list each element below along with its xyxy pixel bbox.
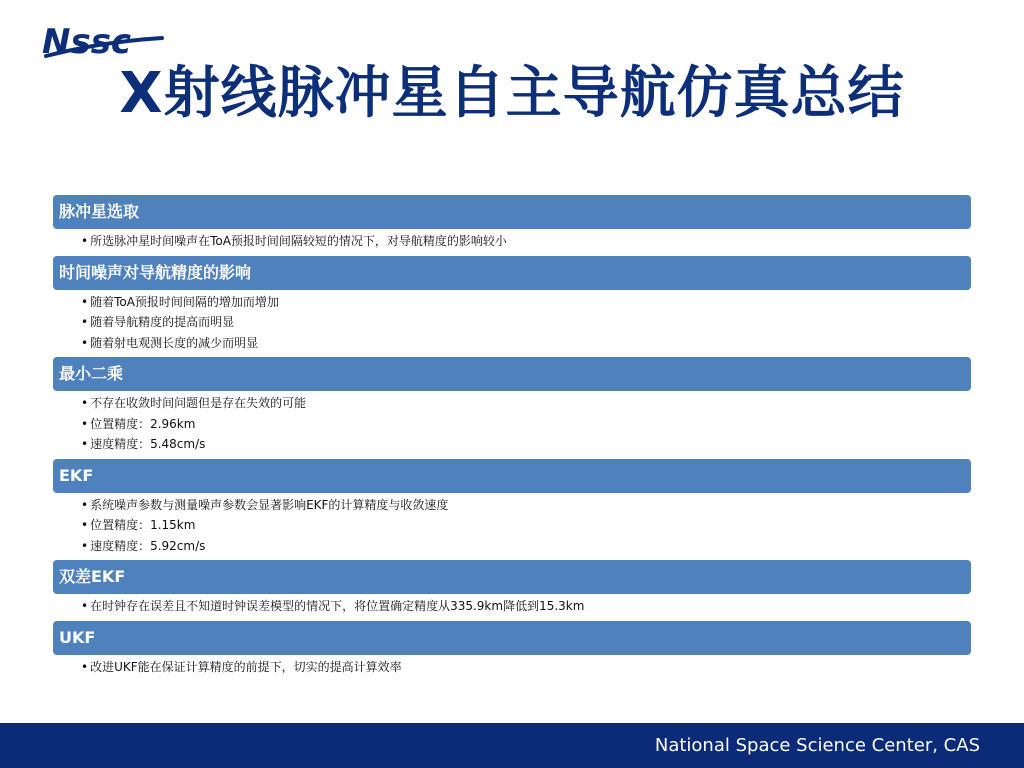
bullet-dot: • — [81, 234, 89, 248]
bullet-text: 随着ToA预报时间间隔的增加而增加 — [90, 294, 279, 309]
bullet-item — [81, 434, 971, 455]
bullet-text: 系统噪声参数与测量噪声参数会显著影响EKF的计算精度与收敛速度 — [90, 497, 449, 512]
bullet-item — [81, 515, 971, 536]
bullet-item — [81, 536, 971, 557]
bullet-dot: • — [81, 416, 89, 431]
bullet-dot: • — [81, 396, 89, 410]
bullet-item — [81, 333, 971, 354]
svg-text:Nssc: Nssc — [42, 22, 132, 62]
bullet-text: 速度精度：5.92cm/s — [90, 538, 206, 553]
bullet-dot: • — [81, 518, 89, 532]
bullet-dot: • — [81, 335, 89, 350]
section-ukf — [53, 621, 971, 678]
bullet-text: 在时钟存在误差且不知道时钟误差模型的情况下，将位置确定精度从335.9km降低到15.3km — [90, 599, 585, 613]
bullet-text: 位置精度：2.96km — [90, 416, 196, 431]
section-heading: 脉冲星选取 — [53, 195, 971, 229]
bullet-item — [81, 596, 971, 617]
bullet-item — [81, 657, 971, 678]
bullet-list — [53, 290, 971, 354]
bullet-dot: • — [81, 315, 89, 329]
section-heading: EKF — [53, 459, 971, 493]
bullet-text: 随着射电观测长度的减少而明显 — [90, 335, 259, 350]
bullet-text: 不存在收敛时间问题但是存在失效的可能 — [90, 396, 307, 410]
bullet-dot: • — [81, 294, 89, 309]
bullet-list — [53, 594, 971, 617]
bullet-list — [53, 391, 971, 455]
bullet-item — [81, 414, 971, 435]
bullet-text: 位置精度：1.15km — [90, 518, 196, 532]
section-heading: UKF — [53, 621, 971, 655]
bullet-dot: • — [81, 659, 89, 674]
section-heading: 时间噪声对导航精度的影响 — [53, 256, 971, 290]
bullet-item — [81, 495, 971, 516]
summary-sections — [53, 195, 971, 677]
footer-bar — [0, 723, 1024, 768]
bullet-list — [53, 655, 971, 678]
bullet-list — [53, 229, 971, 252]
bullet-item — [81, 312, 971, 333]
footer-organization: National Space Science Center, CAS — [654, 735, 980, 756]
bullet-text: 改进UKF能在保证计算精度的前提下，切实的提高计算效率 — [90, 659, 402, 674]
bullet-dot: • — [81, 437, 89, 451]
bullet-list — [53, 493, 971, 557]
section-heading: 双差EKF — [53, 560, 971, 594]
section-pulsar-selection — [53, 195, 971, 252]
section-least-squares — [53, 357, 971, 455]
section-ekf — [53, 459, 971, 557]
page-title: X射线脉冲星自主导航仿真总结 — [119, 61, 905, 126]
bullet-dot: • — [81, 497, 89, 512]
bullet-item — [81, 393, 971, 414]
bullet-text: 速度精度：5.48cm/s — [90, 437, 206, 451]
section-heading: 最小二乘 — [53, 357, 971, 391]
bullet-item — [81, 292, 971, 313]
bullet-text: 所选脉冲星时间噪声在ToA预报时间间隔较短的情况下，对导航精度的影响较小 — [90, 234, 507, 248]
bullet-text: 随着导航精度的提高而明显 — [90, 315, 235, 329]
section-double-difference-ekf — [53, 560, 971, 617]
bullet-dot: • — [81, 599, 89, 613]
bullet-item — [81, 231, 971, 252]
bullet-dot: • — [81, 538, 89, 553]
section-timing-noise — [53, 256, 971, 354]
